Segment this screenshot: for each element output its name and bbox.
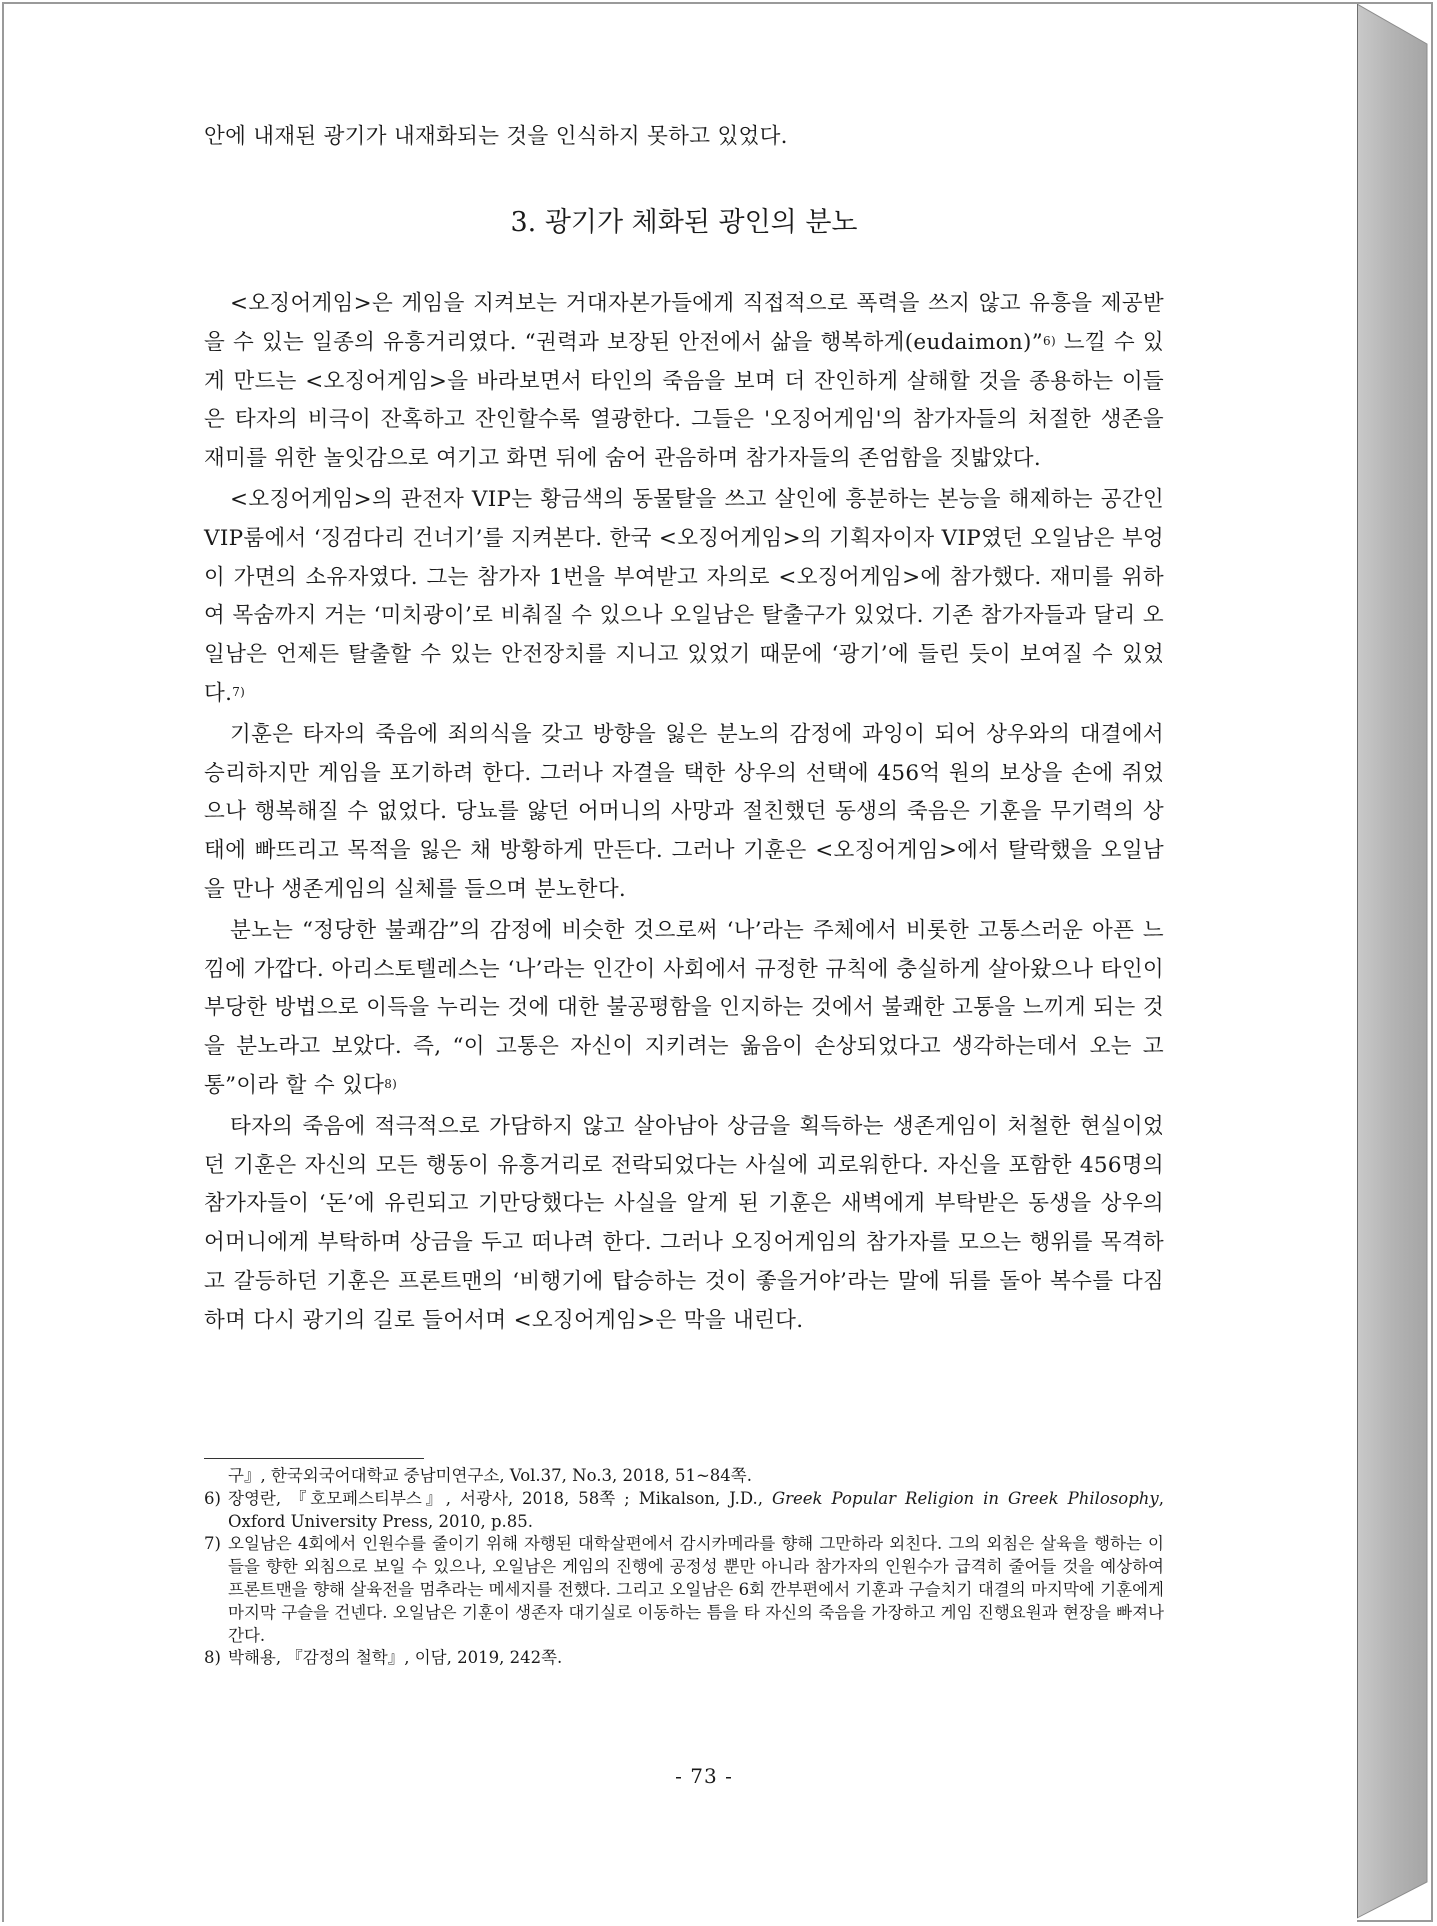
footnote-ref-6[interactable]: 6) (1043, 333, 1056, 348)
paragraph-5: 타자의 죽음에 적극적으로 가담하지 않고 살아남아 상금을 획득하는 생존게임이 처철한 현실이었던 기훈은 자신의 모든 행동이 유흥거리로 전락되었다는 사실에 괴로워한다. 자신을 포함한 456명의 참가자들이 ‘돈’에 유린되고 기만당했다는 사실을 알게 된 기훈은 새벽에게 부탁받은 동생을 상우의 어머니에게 부탁하며 상금을 두고 떠나려 한다. 그러나 오징어게임의 참가자를 모으는 행위를 목격하고 갈등하던 기훈은 프론트맨의 ‘비행기에 탑승하는 것이 좋을거야’라는 말에 뒤를 돌아 복수를 다짐하며 다시 광기의 길로 들어서며 <오징어게임>은 막을 내린다. (204, 1113, 1164, 1333)
page-number: - 73 - (675, 1764, 733, 1788)
book-edge (1357, 4, 1435, 1922)
footnote-6: 6) 장영란, 『호모페스티부스』, 서광사, 2018, 58쪽 ; Mikalson, J.D., Greek Popular Religion in Greek Philosophy, Oxford University Press, 2010, p.85. (204, 1488, 1164, 1531)
section-heading: 3. 광기가 체화된 광인의 분노 (510, 207, 858, 238)
lead-line: 안에 내재된 광기가 내재화되는 것을 인식하지 못하고 있었다. (204, 124, 788, 149)
footnote-8: 8) 박해용, 『감정의 철학』, 이담, 2019, 242쪽. (204, 1648, 563, 1668)
paragraph-3: 기훈은 타자의 죽음에 죄의식을 갖고 방향을 잃은 분노의 감정에 과잉이 되어 상우와의 대결에서 승리하지만 게임을 포기하려 한다. 그러나 자결을 택한 상우의 선택에 456억 원의 보상을 손에 쥐었으나 행복해질 수 없었다. 당뇨를 앓던 어머니의 사망과 절친했던 동생의 죽음은 기훈을 무기력의 상태에 빠뜨리고 목적을 잃은 채 방황하게 만든다. 그러나 기훈은 <오징어게임>에서 탈락했을 오일남을 만나 생존게임의 실체를 들으며 분노한다. (204, 721, 1164, 902)
footnote-divider (204, 1458, 424, 1459)
paragraph-1: <오징어게임>은 게임을 지켜보는 거대자본가들에게 직접적으로 폭력을 쓰지 않고 유흥을 제공받을 수 있는 일종의 유흥거리였다. “권력과 보장된 안전에서 삶을 행복하게(eudaimon)”$^{6)}$ 느낄 수 있게 만드는 <오징어게임>을 바라보면서 타인의 죽음을 보며 더 잔인하게 살해할 것을 종용하는 이들은 타자의 비극이 잔혹하고 잔인할수록 열광한다. 그들은 '오징어게임'의 참가자들의 처절한 생존을 재미를 위한 놀잇감으로 여기고 화면 뒤에 숨어 관음하며 참가자들의 존엄함을 짓밟았다. (204, 291, 1164, 472)
body-text (204, 118, 1164, 1343)
paragraph-4: 분노는 “정당한 불쾌감”의 감정에 비슷한 것으로써 ‘나’라는 주체에서 비롯한 고통스러운 아픈 느낌에 가깝다. 아리스토텔레스는 ‘나’라는 인간이 사회에서 규정한 규칙에 충실하게 살아왔으나 타인이 부당한 방법으로 이득을 누리는 것에 대한 불공평함을 인지하는 것에서 불쾌한 고통을 느끼게 되는 것을 분노라고 보았다. 즉, “이 고통은 자신이 지키려는 옮음이 손상되었다고 생각하는데서 오는 고통”이라 할 수 있다$^{8)}$ (204, 917, 1164, 1098)
footnote-ref-7[interactable]: 7) (232, 684, 246, 699)
footnote-ref-8[interactable]: 8) (384, 1076, 398, 1091)
footnotes (204, 1458, 1164, 1670)
paragraph-2: <오징어게임>의 관전자 VIP는 황금색의 동물탈을 쓰고 살인에 흥분하는 본능을 해제하는 공간인 VIP룸에서 ‘징검다리 건너기’를 지켜본다. 한국 <오징어게임>의 기획자이자 VIP였던 오일남은 부엉이 가면의 소유자였다. 그는 참가자 1번을 부여받고 자의로 <오징어게임>에 참가했다. 재미를 위하여 목숨까지 거는 ‘미치광이’로 비춰질 수 있으나 오일남은 탈출구가 있었다. 기존 참가자들과 달리 오일남은 언제든 탈출할 수 있는 안전장치를 지니고 있었기 때문에 ‘광기’에 들린 듯이 보여질 수 있었다.$^{7)}$ (204, 486, 1164, 706)
footnote-continued: 구』, 한국외국어대학교 중남미연구소, Vol.37, No.3, 2018, 51~84쪽. (228, 1466, 752, 1485)
footnote-7: 7) 오일남은 4회에서 인원수를 줄이기 위해 자행된 대학살편에서 감시카메라를 향해 그만하라 외친다. 그의 외침은 살육을 행하는 이들을 향한 외침으로 보일 수 있으나, 오일남은 게임의 진행에 공정성 뿐만 아니라 참가자의 인원수가 급격히 줄어들 것을 예상하여 프론트맨을 향해 살육전을 멈추라는 메세지를 전했다. 그리고 오일남은 6회 깐부편에서 기훈과 구슬치기 대결의 마지막에 기훈에게 마지막 구슬을 건넨다. 오일남은 기훈이 생존자 대기실로 이동하는 틈을 타 자신의 죽음을 가장하고 게임 진행요원과 현장을 빠져나간다. (204, 1534, 1164, 1645)
